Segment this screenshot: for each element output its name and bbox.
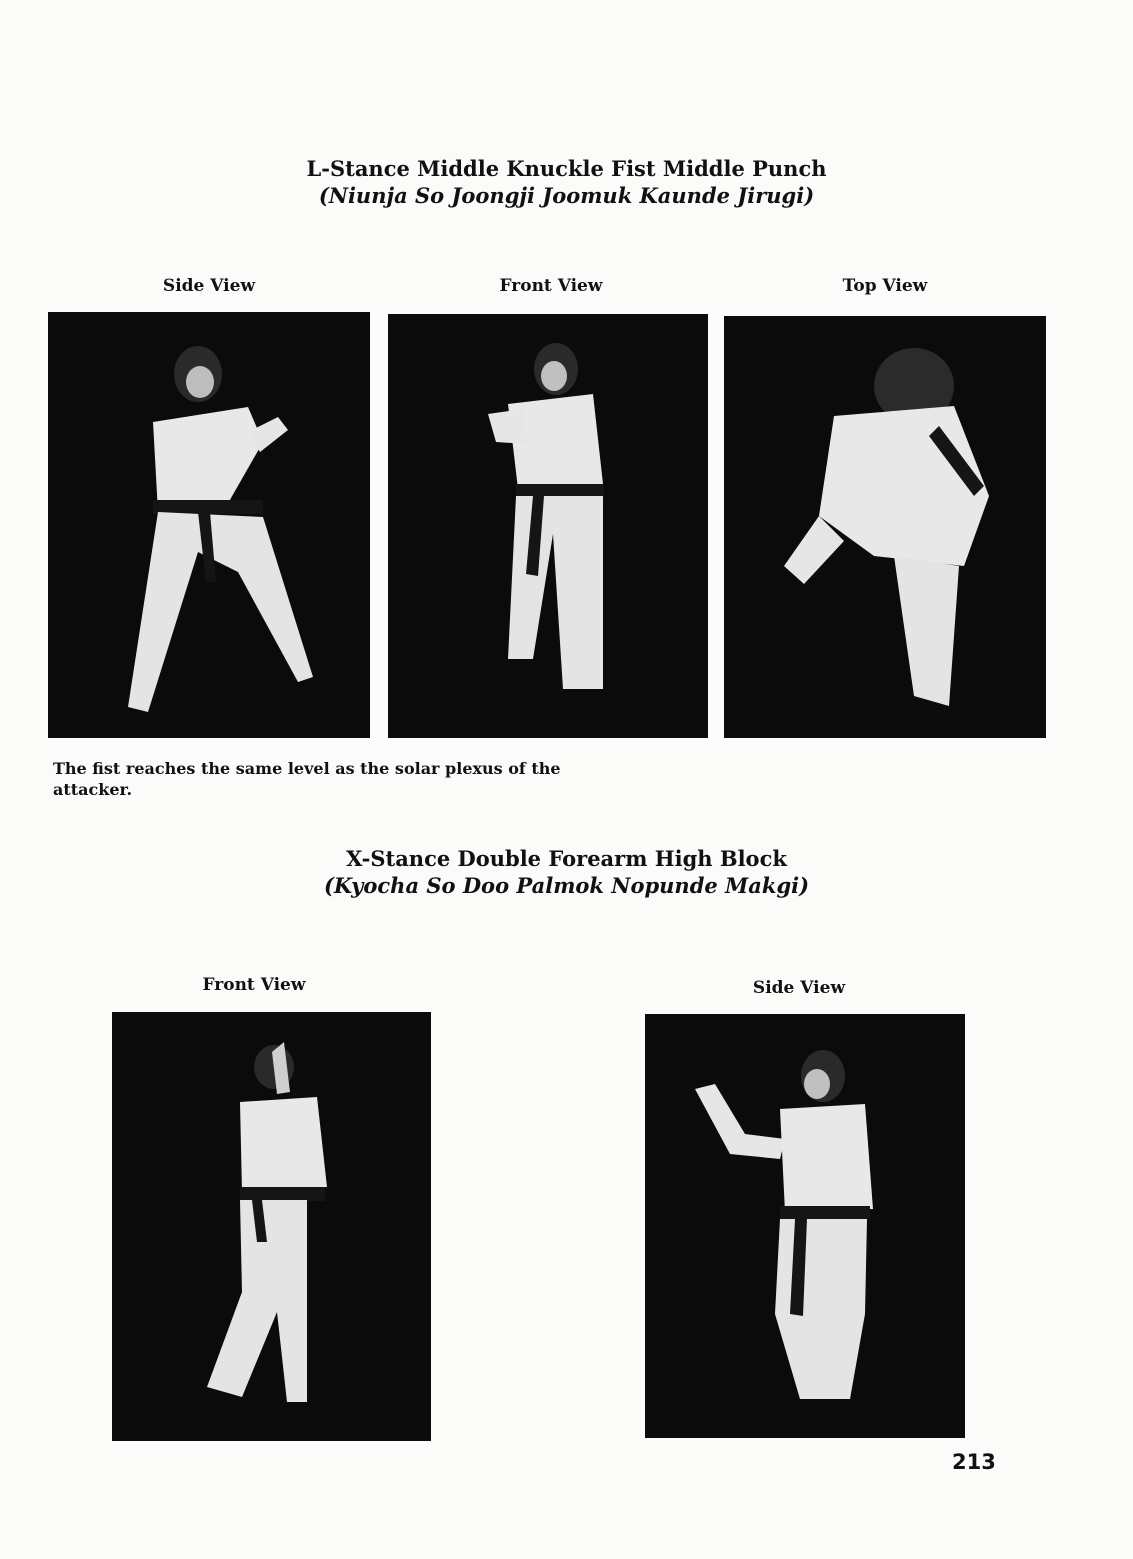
section2-title: X-Stance Double Forearm High Block [346, 846, 787, 871]
top-view-photo [724, 316, 1046, 738]
section2-title-block [0, 845, 1133, 899]
front-view-photo [388, 314, 708, 738]
section1-front-view-label: Front View [499, 276, 603, 296]
section1-title: L-Stance Middle Knuckle Fist Middle Punch [306, 156, 827, 181]
page-number: 213 [952, 1450, 996, 1474]
x-stance-side-view-photo [645, 1014, 965, 1438]
section2-side-view-label: Side View [752, 978, 846, 998]
x-stance-front-view-photo [112, 1012, 431, 1441]
section1-side-view-label: Side View [162, 276, 256, 296]
section1-title-block [0, 155, 1133, 209]
section2-subtitle: (Kyocha So Doo Palmok Nopunde Makgi) [323, 873, 810, 898]
section2-front-view-label: Front View [202, 975, 306, 995]
section1-caption: The fist reaches the same level as the solar plexus of the attacker. [53, 759, 561, 799]
section1-top-view-label: Top View [842, 276, 928, 296]
section1-subtitle: (Niunja So Joongji Joomuk Kaunde Jirugi) [318, 183, 815, 208]
side-view-photo [48, 312, 370, 738]
